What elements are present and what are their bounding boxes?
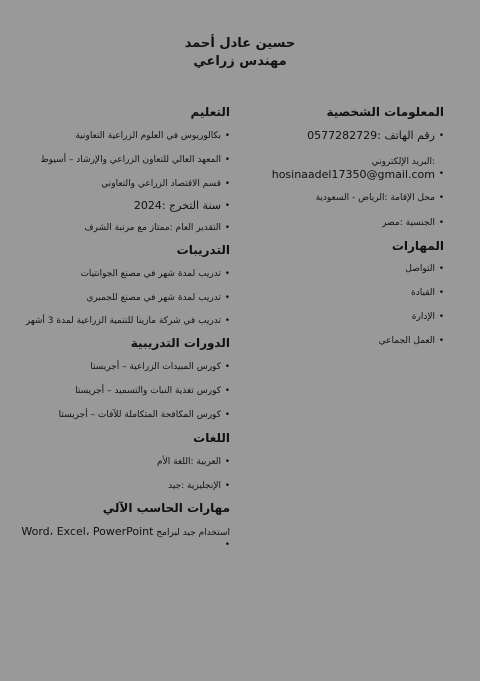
courses-heading: الدورات التدريبية <box>130 336 230 350</box>
language-item: • الإنجليزية :جيد <box>20 480 230 492</box>
computer-skills-programs: Word، Excel، PowerPoint <box>21 525 154 538</box>
education-item: • قسم الاقتصاد الزراعي والتعاوني <box>20 178 230 190</box>
job-title: مهندس زراعي <box>193 54 287 69</box>
computer-skills-text <box>20 525 230 540</box>
right-column <box>271 100 444 347</box>
left-column <box>20 100 230 550</box>
computer-skills-prefix: استخدام جيد لبرامج <box>156 528 230 538</box>
email-list <box>271 168 444 181</box>
skill-item: • الإدارة <box>284 311 444 323</box>
personal-info-heading: المعلومات الشخصية <box>326 105 444 119</box>
education-heading: التعليم <box>190 105 230 119</box>
course-item: • كورس المكافحة المتكاملة للآفات – أجريستا <box>20 409 230 421</box>
skill-item: • التواصل <box>284 263 444 275</box>
personal-info-list <box>284 130 444 142</box>
computer-skills-bullet: • <box>224 540 230 550</box>
trainings-list <box>20 268 230 327</box>
trainings-heading: التدريبات <box>176 243 230 257</box>
training-item: • تدريب لمدة شهر في مصنع للجمبري <box>20 292 230 304</box>
education-list <box>20 130 230 234</box>
course-item: • كورس المبيدات الزراعية – أجريستا <box>20 361 230 373</box>
education-item: • المعهد العالي للتعاون الزراعي والإرشاد – أسيوط <box>20 154 230 166</box>
course-item: • كورس تغذية النبات والتسميد – أجريستا <box>20 385 230 397</box>
residence-item: • محل الإقامة :الرياض - السعودية <box>284 192 444 204</box>
languages-list <box>20 456 230 492</box>
email-item <box>271 168 444 181</box>
training-item: • تدريب لمدة شهر في مصنع الجوانتيات <box>20 268 230 280</box>
skills-heading: المهارات <box>391 239 444 253</box>
email-value: hosinaadel17350@gmail.com <box>271 168 435 181</box>
education-item: • سنة التخرج :2024 <box>20 200 230 212</box>
training-item: • تدريب في شركة مازينا للتنمية الزراعية لمدة 3 أشهر <box>20 315 230 327</box>
languages-heading: اللغات <box>193 431 230 445</box>
email-label: :البريد الإلكتروني <box>371 157 435 167</box>
skill-item: • العمل الجماعي <box>284 335 444 347</box>
nationality-item: • الجنسية :مصر <box>284 217 444 229</box>
language-item: • العربية :اللغة الأم <box>20 456 230 468</box>
education-item: • بكالوريوس في العلوم الزراعية التعاونية <box>20 130 230 142</box>
personal-info-list-2 <box>284 192 444 229</box>
skills-list <box>284 263 444 347</box>
phone-item: • رقم الهاتف :0577282729 <box>284 130 444 142</box>
education-item: • التقدير العام :ممتاز مع مرتبة الشرف <box>20 222 230 234</box>
person-name: حسين عادل أحمد <box>184 36 296 51</box>
skill-item: • القيادة <box>284 287 444 299</box>
computer-skills-heading: مهارات الحاسب الآلي <box>102 501 230 515</box>
courses-list <box>20 361 230 421</box>
